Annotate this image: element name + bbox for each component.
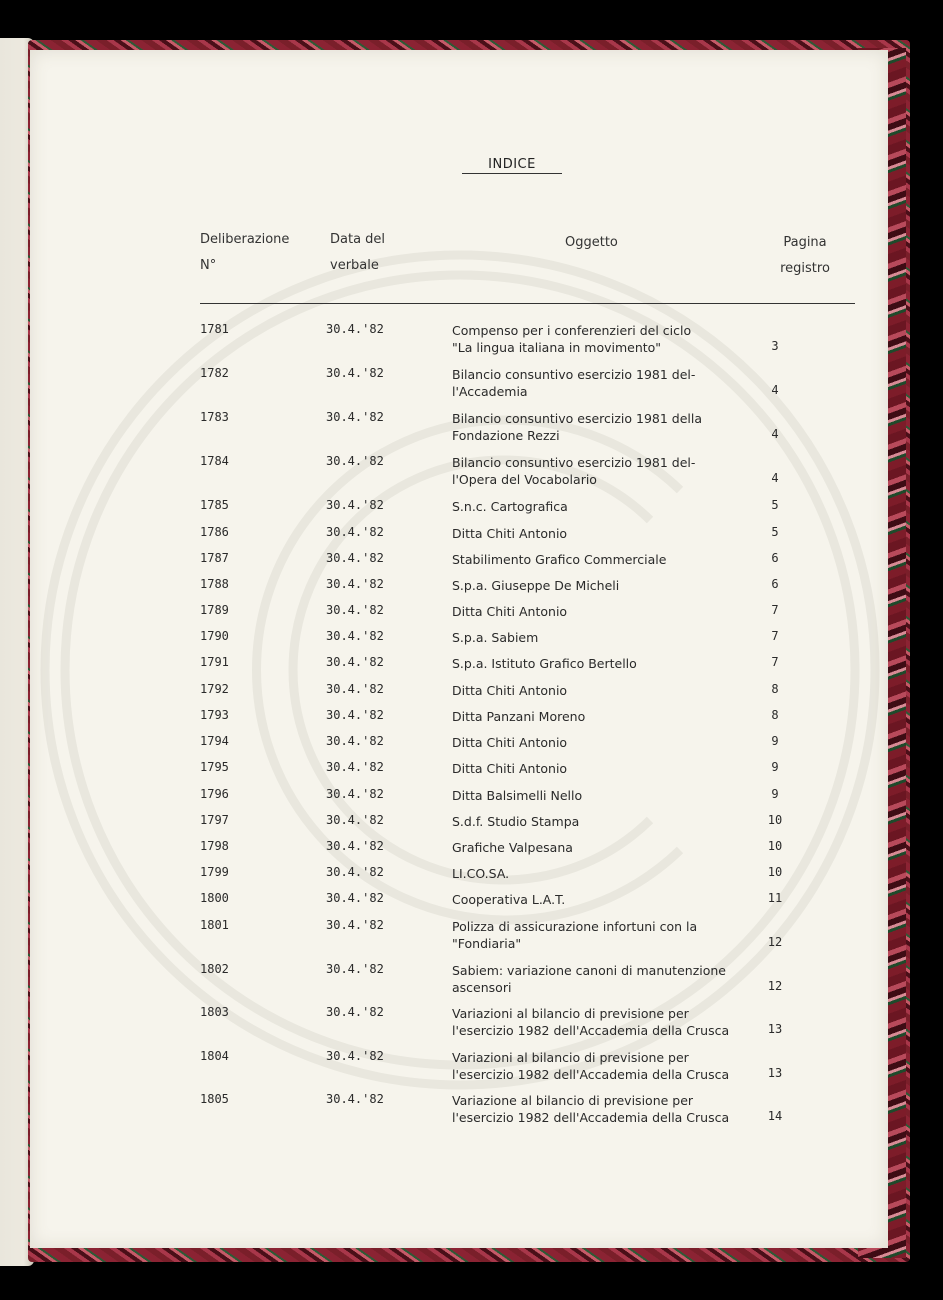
row-subject: [452, 891, 565, 908]
row-date: 30.4.'82: [326, 629, 384, 643]
row-date: 30.4.'82: [326, 603, 384, 617]
row-page: 10: [767, 813, 783, 827]
row-subject: [452, 962, 726, 996]
row-number: 1796: [200, 787, 229, 801]
row-subject-line: Bilancio consuntivo esercizio 1981 del-: [452, 367, 696, 382]
row-subject-line: LI.CO.SA.: [452, 866, 510, 881]
row-number: 1800: [200, 891, 229, 905]
row-page: 5: [771, 525, 779, 539]
row-page: 10: [767, 865, 783, 879]
row-subject-line: "La lingua italiana in movimento": [452, 340, 662, 355]
row-subject: [452, 813, 579, 830]
row-subject-line: l'esercizio 1982 dell'Accademia della Crusca: [452, 1110, 730, 1125]
row-subject: [452, 603, 567, 620]
row-subject: [452, 322, 691, 356]
row-page: 7: [771, 655, 779, 669]
row-subject: [452, 865, 509, 882]
row-date: 30.4.'82: [326, 322, 384, 336]
row-number: 1797: [200, 813, 229, 827]
row-subject-line: Ditta Panzani Moreno: [452, 709, 586, 724]
row-page: 10: [767, 839, 783, 853]
document-page: [30, 50, 888, 1248]
row-number: 1784: [200, 454, 229, 468]
row-subject-line: Compenso per i conferenzieri del ciclo: [452, 323, 692, 338]
row-subject-line: Stabilimento Grafico Commerciale: [452, 552, 667, 567]
row-subject-line: l'Opera del Vocabolario: [452, 472, 597, 487]
row-date: 30.4.'82: [326, 865, 384, 879]
row-subject-line: Variazioni al bilancio di previsione per: [452, 1050, 689, 1065]
row-date: 30.4.'82: [326, 366, 384, 380]
row-page: 12: [767, 979, 783, 993]
row-page: 6: [771, 577, 779, 591]
row-number: 1791: [200, 655, 229, 669]
row-date: 30.4.'82: [326, 839, 384, 853]
row-subject-line: Cooperativa L.A.T.: [452, 892, 566, 907]
row-subject: [452, 655, 637, 672]
row-date: 30.4.'82: [326, 760, 384, 774]
row-subject: [452, 787, 582, 804]
header-number: [200, 227, 289, 279]
row-subject-line: Bilancio consuntivo esercizio 1981 del-: [452, 455, 696, 470]
row-date: 30.4.'82: [326, 454, 384, 468]
row-date: 30.4.'82: [326, 708, 384, 722]
row-number: 1795: [200, 760, 229, 774]
row-page: 8: [771, 682, 779, 696]
row-page: 11: [767, 891, 783, 905]
row-subject: [452, 682, 567, 699]
row-date: 30.4.'82: [326, 682, 384, 696]
row-subject: [452, 629, 538, 646]
row-number: 1788: [200, 577, 229, 591]
row-subject: [452, 1005, 729, 1039]
row-number: 1798: [200, 839, 229, 853]
row-number: 1785: [200, 498, 229, 512]
row-subject-line: l'Accademia: [452, 384, 528, 399]
index-title: INDICE: [488, 157, 536, 172]
row-date: 30.4.'82: [326, 918, 384, 932]
row-date: 30.4.'82: [326, 1092, 384, 1106]
row-date: 30.4.'82: [326, 655, 384, 669]
header-number-line1: Deliberazione: [200, 232, 290, 247]
row-number: 1781: [200, 322, 229, 336]
row-date: 30.4.'82: [326, 813, 384, 827]
row-subject-line: Ditta Balsimelli Nello: [452, 788, 583, 803]
row-subject: [452, 1049, 729, 1083]
row-number: 1783: [200, 410, 229, 424]
header-rule: [200, 303, 855, 304]
row-page: 9: [771, 787, 779, 801]
row-subject: [452, 734, 567, 751]
row-page: 4: [771, 471, 779, 485]
row-date: 30.4.'82: [326, 734, 384, 748]
row-subject-line: Ditta Chiti Antonio: [452, 735, 568, 750]
row-subject-line: Sabiem: variazione canoni di manutenzione: [452, 963, 726, 978]
row-date: 30.4.'82: [326, 551, 384, 565]
row-page: 14: [767, 1109, 783, 1123]
row-date: 30.4.'82: [326, 525, 384, 539]
row-number: 1794: [200, 734, 229, 748]
row-page: 4: [771, 427, 779, 441]
row-subject-line: S.p.a. Istituto Grafico Bertello: [452, 656, 637, 671]
row-date: 30.4.'82: [326, 577, 384, 591]
row-page: 13: [767, 1022, 783, 1036]
row-page: 7: [771, 629, 779, 643]
row-subject-line: "Fondiaria": [452, 936, 522, 951]
row-number: 1782: [200, 366, 229, 380]
title-underline: [462, 173, 562, 174]
row-subject: [452, 577, 619, 594]
row-date: 30.4.'82: [326, 787, 384, 801]
row-subject-line: l'esercizio 1982 dell'Accademia della Crusca: [452, 1067, 730, 1082]
row-subject-line: S.n.c. Cartografica: [452, 499, 568, 514]
row-subject-line: Ditta Chiti Antonio: [452, 526, 568, 541]
row-number: 1805: [200, 1092, 229, 1106]
row-subject: [452, 551, 666, 568]
header-page: [775, 230, 835, 282]
row-date: 30.4.'82: [326, 410, 384, 424]
header-page-line1: Pagina: [783, 235, 827, 250]
row-number: 1799: [200, 865, 229, 879]
row-subject: [452, 410, 702, 444]
row-number: 1786: [200, 525, 229, 539]
row-subject-line: Variazioni al bilancio di previsione per: [452, 1006, 689, 1021]
row-date: 30.4.'82: [326, 891, 384, 905]
row-subject-line: Bilancio consuntivo esercizio 1981 della: [452, 411, 703, 426]
header-number-line2: N°: [200, 258, 217, 273]
row-subject-line: Ditta Chiti Antonio: [452, 683, 568, 698]
row-subject-line: Grafiche Valpesana: [452, 840, 573, 855]
row-subject: [452, 760, 567, 777]
row-subject-line: Ditta Chiti Antonio: [452, 761, 568, 776]
row-page: 13: [767, 1066, 783, 1080]
row-page: 12: [767, 935, 783, 949]
row-number: 1792: [200, 682, 229, 696]
row-page: 5: [771, 498, 779, 512]
row-subject-line: Polizza di assicurazione infortuni con la: [452, 919, 698, 934]
row-subject: [452, 366, 695, 400]
row-number: 1801: [200, 918, 229, 932]
row-subject: [452, 454, 695, 488]
row-subject-line: l'esercizio 1982 dell'Accademia della Crusca: [452, 1023, 730, 1038]
header-date-line2: verbale: [330, 258, 379, 273]
row-number: 1793: [200, 708, 229, 722]
row-number: 1802: [200, 962, 229, 976]
row-subject-line: S.p.a. Giuseppe De Micheli: [452, 578, 620, 593]
row-page: 3: [771, 339, 779, 353]
header-subject: Oggetto: [565, 235, 618, 250]
row-subject: [452, 1092, 729, 1126]
row-number: 1803: [200, 1005, 229, 1019]
row-subject: [452, 918, 697, 952]
row-subject-line: Ditta Chiti Antonio: [452, 604, 568, 619]
row-number: 1790: [200, 629, 229, 643]
row-number: 1804: [200, 1049, 229, 1063]
row-subject: [452, 839, 573, 856]
row-subject-line: Variazione al bilancio di previsione per: [452, 1093, 694, 1108]
row-page: 7: [771, 603, 779, 617]
row-subject-line: ascensori: [452, 980, 512, 995]
row-page: 6: [771, 551, 779, 565]
row-page: 9: [771, 760, 779, 774]
row-subject: [452, 498, 568, 515]
row-subject-line: S.d.f. Studio Stampa: [452, 814, 580, 829]
row-date: 30.4.'82: [326, 498, 384, 512]
row-subject-line: Fondazione Rezzi: [452, 428, 560, 443]
row-date: 30.4.'82: [326, 1049, 384, 1063]
row-page: 4: [771, 383, 779, 397]
row-date: 30.4.'82: [326, 1005, 384, 1019]
row-number: 1787: [200, 551, 229, 565]
row-number: 1789: [200, 603, 229, 617]
row-page: 8: [771, 708, 779, 722]
row-date: 30.4.'82: [326, 962, 384, 976]
row-page: 9: [771, 734, 779, 748]
row-subject: [452, 525, 567, 542]
header-date-line1: Data del: [330, 232, 386, 247]
header-date: [330, 227, 385, 279]
row-subject-line: S.p.a. Sabiem: [452, 630, 539, 645]
header-page-line2: registro: [780, 261, 830, 276]
row-subject: [452, 708, 585, 725]
